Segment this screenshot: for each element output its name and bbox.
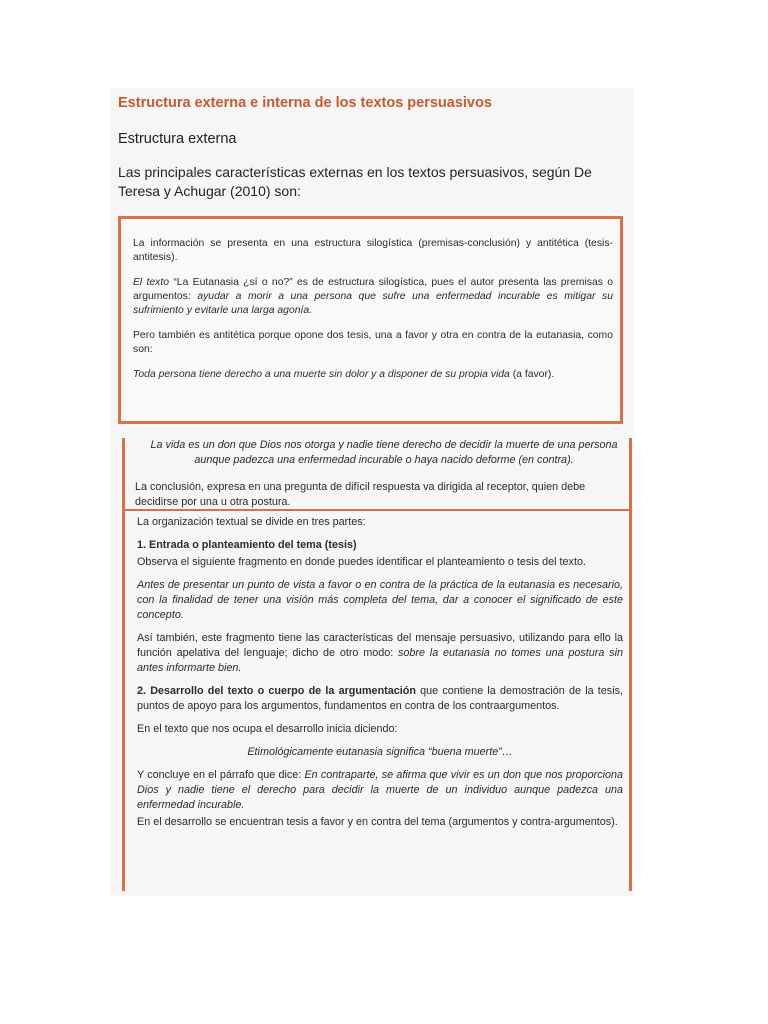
counter-thesis-box xyxy=(122,438,632,510)
counter-thesis-quote: La vida es un don que Dios nos otorga y nadie tiene derecho de decidir la muerte de una persona aunque padezca una enfermedad incurable o haya nacido deforme (en contra). xyxy=(150,439,618,466)
conclusion-italic: En contraparte, se afirma que vivir es un don que nos proporciona Dios y nadie tiene el derecho para decidir la muerte de un individuo aunque padezca una enfermedad incurable. xyxy=(137,769,624,811)
part-1-heading: 1. Entrada o planteamiento del tema (tesis) xyxy=(137,539,357,551)
box1-paragraph-2 xyxy=(133,276,613,318)
box1-paragraph-3: Pero también es antitética porque opone dos tesis, una a favor y otra en contra de la eutanasia, como son: xyxy=(133,330,613,355)
conclusion-text: Y concluye en el párrafo que dice: xyxy=(137,769,305,781)
organization-box xyxy=(122,511,632,891)
part-1-analysis xyxy=(137,631,623,676)
part-2-text: que contiene la demostración de la tesis, puntos de apoyo para los argumentos, fundamentos en contra de los contraargumentos. xyxy=(137,685,624,712)
organization-box-content xyxy=(137,515,623,838)
box1-label: El texto xyxy=(133,277,170,288)
characteristics-box-content xyxy=(133,237,613,393)
section-subheading: Estructura externa xyxy=(118,131,237,147)
part-1-fragment: Antes de presentar un punto de vista a favor o en contra de la práctica de la eutanasia es necesario, con la finalidad de tener una visión más completa del tema, dar a conocer el significado de este concepto. xyxy=(137,579,623,621)
development-intro: En el texto que nos ocupa el desarrollo inicia diciendo: xyxy=(137,723,398,735)
box1-italic: ayudar a morir a una persona que sufre una enfermedad incurable es mitigar su sufrimiento y evitarle una larga agonía. xyxy=(133,291,613,316)
part-2-heading: 2. Desarrollo del texto o cuerpo de la argumentación xyxy=(137,685,416,697)
document-heading: Estructura externa e interna de los textos persuasivos xyxy=(118,95,492,111)
box1-text: “La Eutanasia ¿sí o no?” es de estructura silogística, pues el autor presenta las premisas o argumentos: xyxy=(133,277,614,302)
part-2-paragraph xyxy=(137,684,623,714)
etymology-quote: Etimológicamente eutanasia significa “buena muerte”… xyxy=(247,746,513,758)
box1-paragraph-1: La información se presenta en una estructura silogística (premisas-conclusión) y antitética (tesis-antitesis). xyxy=(133,238,613,263)
analysis-text: Así también, este fragmento tiene las características del mensaje persuasivo, utilizando para ello la función apelativa del lenguaje; dicho de otro modo: xyxy=(137,632,623,659)
analysis-italic: sobre la eutanasia no tomes una postura sin antes informarte bien. xyxy=(137,647,623,674)
org-intro: La organización textual se divide en tres partes: xyxy=(137,516,366,528)
box1-paragraph-4 xyxy=(133,368,613,382)
conclusion-paragraph: La conclusión, expresa en una pregunta de difícil respuesta va dirigida al receptor, quien debe decidirse por una u otra postura. xyxy=(135,481,586,508)
intro-paragraph: Las principales características externas en los textos persuasivos, según De Teresa y Achugar (2010) son: xyxy=(118,164,592,199)
development-summary: En el desarrollo se encuentran tesis a favor y en contra del tema (argumentos y contra-argumentos). xyxy=(137,816,618,828)
development-conclusion xyxy=(137,768,623,813)
part-1-instruction: Observa el siguiente fragmento en donde puedes identificar el planteamiento o tesis del texto. xyxy=(137,556,586,568)
box1-thesis-favor: Toda persona tiene derecho a una muerte sin dolor y a disponer de su propia vida xyxy=(133,369,510,380)
box1-favor-tag: (a favor). xyxy=(509,369,555,380)
characteristics-box xyxy=(118,216,623,424)
